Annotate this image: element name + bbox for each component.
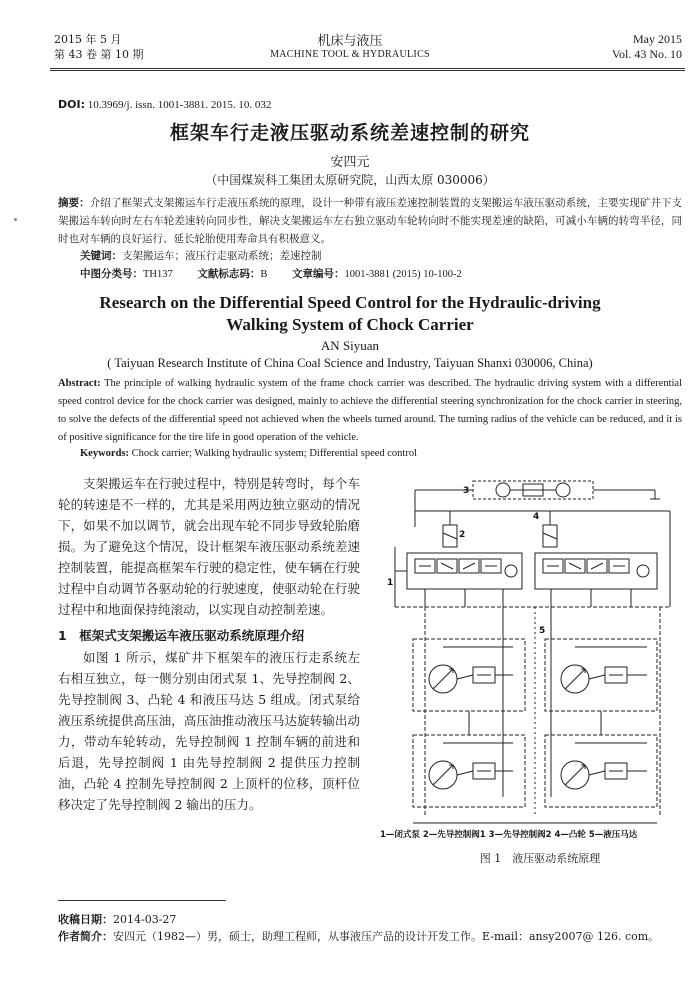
- doc-value: B: [260, 269, 268, 280]
- section-1-heading: 1 框架式支架搬运车液压驱动系统原理介绍: [58, 628, 305, 643]
- affiliation-cn: （中国煤炭科工集团太原研究院，山西太原 030006）: [205, 173, 495, 187]
- art-value: 1001-3881 (2015) 10-100-2: [344, 269, 462, 280]
- left-pilot-valve-2: [443, 511, 457, 547]
- journal-name-cn: 机床与液压: [317, 34, 383, 49]
- paper-title-en-line1: Research on the Differential Speed Control for the Hydraulic-driving: [99, 293, 601, 312]
- affiliation-en: ( Taiyuan Research Institute of China Coal Science and Industry, Taiyuan Shanxi 030006, China): [107, 356, 593, 370]
- clc-value: TH137: [143, 269, 173, 280]
- left-pilot-valve-1-block: [395, 547, 522, 607]
- clc-label: 中图分类号：: [80, 268, 143, 280]
- header-rule-thin: [50, 70, 685, 71]
- author-cn: 安四元: [330, 155, 370, 170]
- doi-label: DOI:: [58, 98, 85, 111]
- footnote-received: [58, 911, 176, 927]
- doi: [58, 98, 271, 111]
- abstract-cn: [58, 194, 682, 248]
- paper-title-en-line2: Walking System of Chock Carrier: [226, 315, 474, 334]
- figure-caption: 图 1 液压驱动系统原理: [479, 852, 601, 865]
- keywords-cn-text: 支架搬运车；液压行走驱动系统；差速控制: [122, 250, 322, 262]
- callout-5: 5: [539, 626, 546, 636]
- header-rule: [50, 68, 685, 69]
- footnote-rule: [58, 900, 226, 901]
- abstract-cn-label: 摘要：: [58, 197, 90, 209]
- abstract-en: [58, 375, 682, 447]
- paper-title-cn: 框架车行走液压驱动系统差速控制的研究: [169, 122, 530, 144]
- doc-label: 文献标志码：: [197, 268, 261, 280]
- motor-unit-top-left: [413, 639, 525, 711]
- keywords-en-text: Chock carrier; Walking hydraulic system; Differential speed control: [129, 448, 418, 459]
- footnote-author-bio: [58, 928, 659, 944]
- callout-4: 4: [533, 512, 540, 522]
- callout-1: 1: [387, 578, 394, 588]
- classification-line: [80, 266, 484, 281]
- header-volume-en: Vol. 43 No. 10: [611, 47, 682, 61]
- article-number: [292, 269, 462, 280]
- abstract-en-label: Abstract:: [58, 378, 101, 389]
- hydraulic-schematic-figure: [385, 467, 685, 837]
- callout-2: 2: [459, 530, 466, 540]
- keywords-en-label: Keywords:: [80, 448, 129, 459]
- abstract-en-text: The principle of walking hydraulic system of the frame chock carrier was described. The hydraulic driving system with a differential speed control device for the chock carrier was designed, mainly to achieve the differential steering synchronization for the chock carrier in steering, to solve the defects of the differential speed not achieved when the wheels turned around. The turning radius of the vehicle can be reduced, and it is of positive significance for the tire life in good operation of the vehicle.: [58, 378, 682, 443]
- header-journal: [200, 30, 500, 60]
- motor-unit-bottom-right: [545, 735, 657, 807]
- art-label: 文章编号：: [292, 268, 345, 280]
- author-en: AN Siyuan: [320, 338, 380, 353]
- cam-valve-group: [415, 481, 660, 499]
- right-pilot-valve-2: [543, 511, 557, 547]
- bio-label: 作者简介：: [58, 930, 113, 943]
- received-label: 收稿日期：: [58, 913, 113, 926]
- callout-3: 3: [463, 486, 470, 496]
- doc-code: [197, 269, 267, 280]
- scan-speck: [14, 218, 17, 221]
- header-issue-info: [54, 32, 143, 62]
- doi-value: 10.3969/j. issn. 1001-3881. 2015. 10. 032: [84, 99, 272, 111]
- header-date-cn: 2015 年 5 月: [54, 33, 122, 46]
- motor-unit-bottom-left: [413, 735, 525, 807]
- received-date: 2014-03-27: [113, 913, 177, 926]
- paper-title-en: [0, 292, 700, 336]
- keywords-cn-label: 关键词：: [80, 250, 122, 262]
- journal-name-en: MACHINE TOOL & HYDRAULICS: [270, 49, 430, 60]
- motor-unit-top-right: [545, 639, 657, 711]
- body-paragraph-2: 如图 1 所示，煤矿井下框架车的液压行走系统左右相互独立，每一侧分别由闭式泵 1、先导控制阀 2、先导控制阀 3、凸轮 4 和液压马达 5 组成。闭式泵给液压系统提供高压油，高压油推动液压马达旋转输出动力，带动车轮转动，先导控制阀 1 控制车辆的前进和后退，先导控制阀 1 由先导控制阀 2 提供压力控制油，凸轮 4 控制先导控制阀 2 上顶杆的位移，顶杆位移决定了先导控制阀 2 输出的压力。: [58, 650, 360, 812]
- figure-legend: 1—闭式泵 2—先导控制阀1 3—先导控制阀2 4—凸轮 5—液压马达: [380, 830, 638, 840]
- abstract-cn-text: 介绍了框架式支架搬运车行走液压系统的原理，设计一种带有液压差速控制装置的支架搬运车液压驱动系统，主要实现矿井下支架搬运车转向时左右车轮差速转向同步性，解决支架搬运车左右独立驱动车轮转向时不能实现差速的缺陷，可减小车辆的转弯半径，同时也对车辆的良好运行、延长轮胎使用寿命具有积极意义。: [58, 197, 682, 245]
- body-paragraph-1: 支架搬运车在行驶过程中，特别是转弯时，每个车轮的转速是不一样的，尤其是采用两边独立驱动的情况下，如果不加以调节，就会出现车轮不同步导致轮胎磨损。为了避免这个情况，设计框架车液压驱动系统差速控制装置，能提高框架车行驶的稳定性，使车辆在行驶过程中自动调节各驱动轮的行驶速度，使驱动轮在行驶过程中和地面保持纯滚动，以实现自动控制差速。: [58, 476, 360, 617]
- clc-number: [80, 269, 173, 280]
- header-volume-cn: 第 43 卷 第 10 期: [54, 48, 144, 61]
- keywords-cn: [80, 248, 322, 263]
- header-date-en: May 2015: [633, 32, 682, 46]
- header-issue-info-en: [612, 32, 682, 62]
- bio-text: 安四元（1982—）男，硕士，助理工程师，从事液压产品的设计开发工作。E-mail：ansy2007@ 126. com。: [113, 930, 660, 943]
- right-pilot-valve-1-block: [535, 553, 657, 607]
- keywords-en: [80, 448, 417, 459]
